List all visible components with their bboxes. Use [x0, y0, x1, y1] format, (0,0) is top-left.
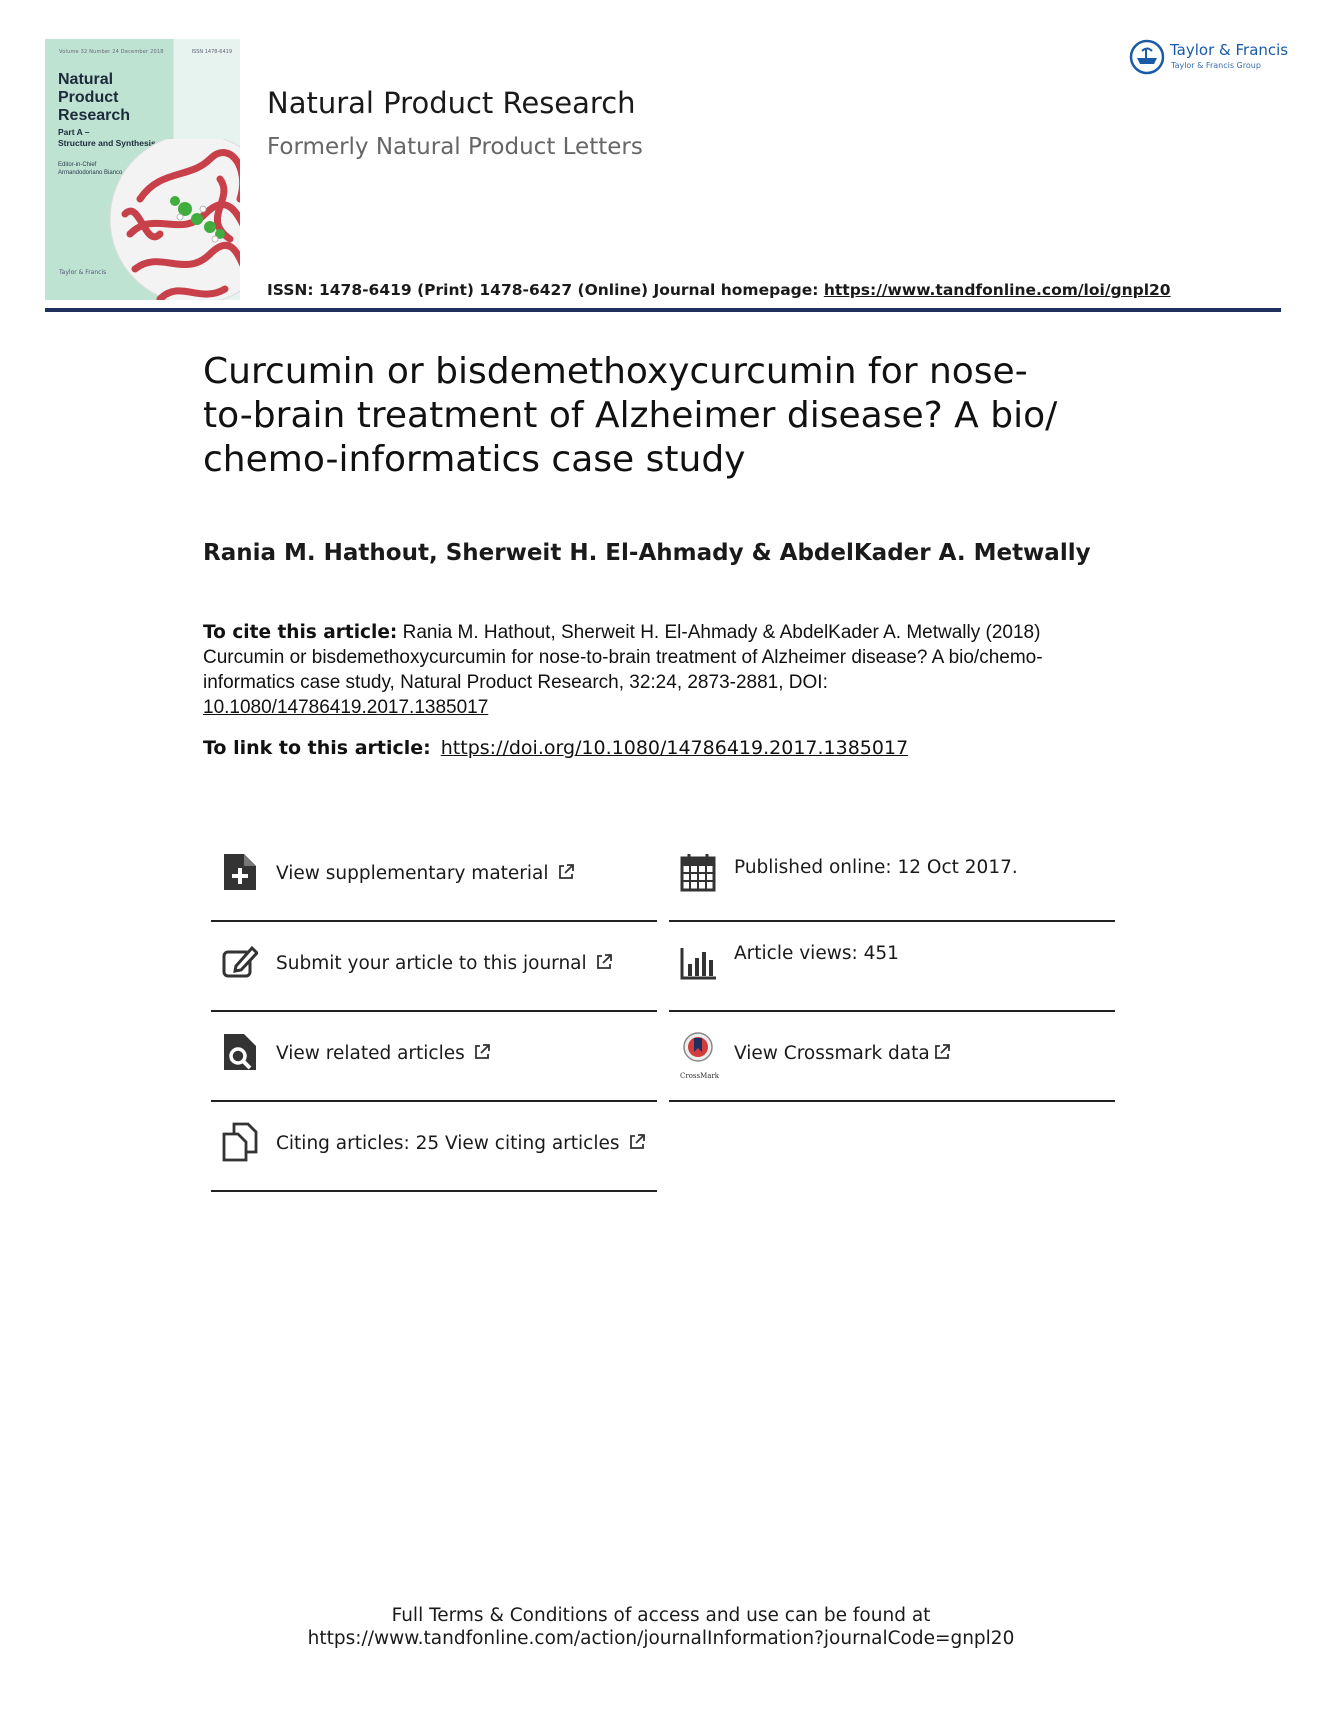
- citing-articles-link[interactable]: [211, 1100, 657, 1192]
- citation-block: [203, 620, 1103, 720]
- cover-issn: ISSN 1478-6419: [191, 49, 232, 55]
- article-doi-link[interactable]: https://doi.org/10.1080/14786419.2017.1385017: [440, 737, 909, 759]
- search-document-icon: [222, 1032, 258, 1072]
- citing-label: Citing articles: 25 View citing articles: [276, 1133, 620, 1154]
- file-plus-icon: [222, 852, 258, 892]
- calendar-icon: [680, 852, 716, 892]
- cover-volume: Volume 32 Number 24 December 2018: [59, 49, 164, 55]
- published-online-info: [669, 830, 1115, 922]
- article-authors: Rania M. Hathout, Sherweit H. El-Ahmady & AbdelKader A. Metwally: [203, 540, 1091, 566]
- article-views-info: [669, 920, 1115, 1012]
- taylor-francis-logo-icon: [1128, 38, 1166, 76]
- external-link-icon: [595, 953, 613, 971]
- related-articles-link[interactable]: [211, 1010, 657, 1102]
- journal-subtitle: Formerly Natural Product Letters: [267, 134, 643, 160]
- article-title-line: chemo-informatics case study: [203, 439, 746, 480]
- published-label: Published online: 12 Oct 2017.: [734, 857, 1018, 878]
- submit-article-link[interactable]: [211, 920, 657, 1012]
- crossmark-icon: [680, 1032, 716, 1072]
- bar-chart-icon: [680, 942, 716, 982]
- header-divider: [45, 308, 1281, 312]
- external-link-icon: [473, 1043, 491, 1061]
- related-label: View related articles: [276, 1043, 465, 1064]
- journal-homepage-link[interactable]: https://www.tandfonline.com/loi/gnpl20: [823, 281, 1171, 299]
- supplementary-material-link[interactable]: [211, 830, 657, 922]
- publisher-name: Taylor & Francis: [1170, 41, 1289, 59]
- link-label: To link to this article:: [203, 737, 431, 759]
- cite-doi-link[interactable]: 10.1080/14786419.2017.1385017: [203, 697, 489, 718]
- views-label: Article views: 451: [734, 943, 899, 964]
- edit-icon: [222, 942, 258, 982]
- protein-illustration: [100, 139, 240, 300]
- cover-title: Natural Product Research: [58, 71, 131, 124]
- external-link-icon: [628, 1133, 646, 1151]
- journal-title: Natural Product Research: [267, 86, 636, 120]
- external-link-icon: [933, 1043, 951, 1061]
- cover-subtitle: Part A – Structure and Synthesis: [58, 127, 156, 148]
- footer-terms: [0, 1604, 1322, 1650]
- publisher-group: Taylor & Francis Group: [1171, 61, 1261, 70]
- article-title-line: to-brain treatment of Alzheimer disease? A bio/: [203, 395, 1058, 436]
- submit-label: Submit your article to this journal: [276, 953, 587, 974]
- supplementary-label: View supplementary material: [276, 863, 549, 884]
- cite-label: To cite this article:: [203, 622, 398, 643]
- article-title: [203, 350, 1103, 482]
- journal-cover: [45, 39, 240, 300]
- crossmark-link[interactable]: [669, 1010, 1115, 1102]
- issn-line: [267, 281, 1171, 299]
- cover-editor: Editor-in-Chief Armandodoriano Bianco: [58, 162, 123, 176]
- copy-documents-icon: [222, 1122, 258, 1162]
- issn-text: ISSN: 1478-6419 (Print) 1478-6427 (Online) Journal homepage:: [267, 281, 824, 299]
- cover-publisher: Taylor & Francis: [59, 269, 107, 276]
- footer-line: Full Terms & Conditions of access and use can be found at: [391, 1605, 931, 1626]
- crossmark-label: View Crossmark data: [734, 1043, 930, 1064]
- crossmark-badge-text: CrossMark: [680, 1072, 720, 1080]
- cite-text: Rania M. Hathout, Sherweit H. El-Ahmady & AbdelKader A. Metwally (2018) Curcumin or bisdemethoxycurcumin for nose-to-brain treatment of Alzheimer disease? A bio/chemo-informatics case study, Natural Product Research, 32:24, 2873-2881, DOI:: [203, 622, 1043, 693]
- article-title-line: Curcumin or bisdemethoxycurcumin for nose-: [203, 351, 1028, 392]
- external-link-icon: [557, 863, 575, 881]
- article-link-row: [203, 737, 908, 759]
- footer-terms-link[interactable]: https://www.tandfonline.com/action/journalInformation?journalCode=gnpl20: [307, 1628, 1015, 1649]
